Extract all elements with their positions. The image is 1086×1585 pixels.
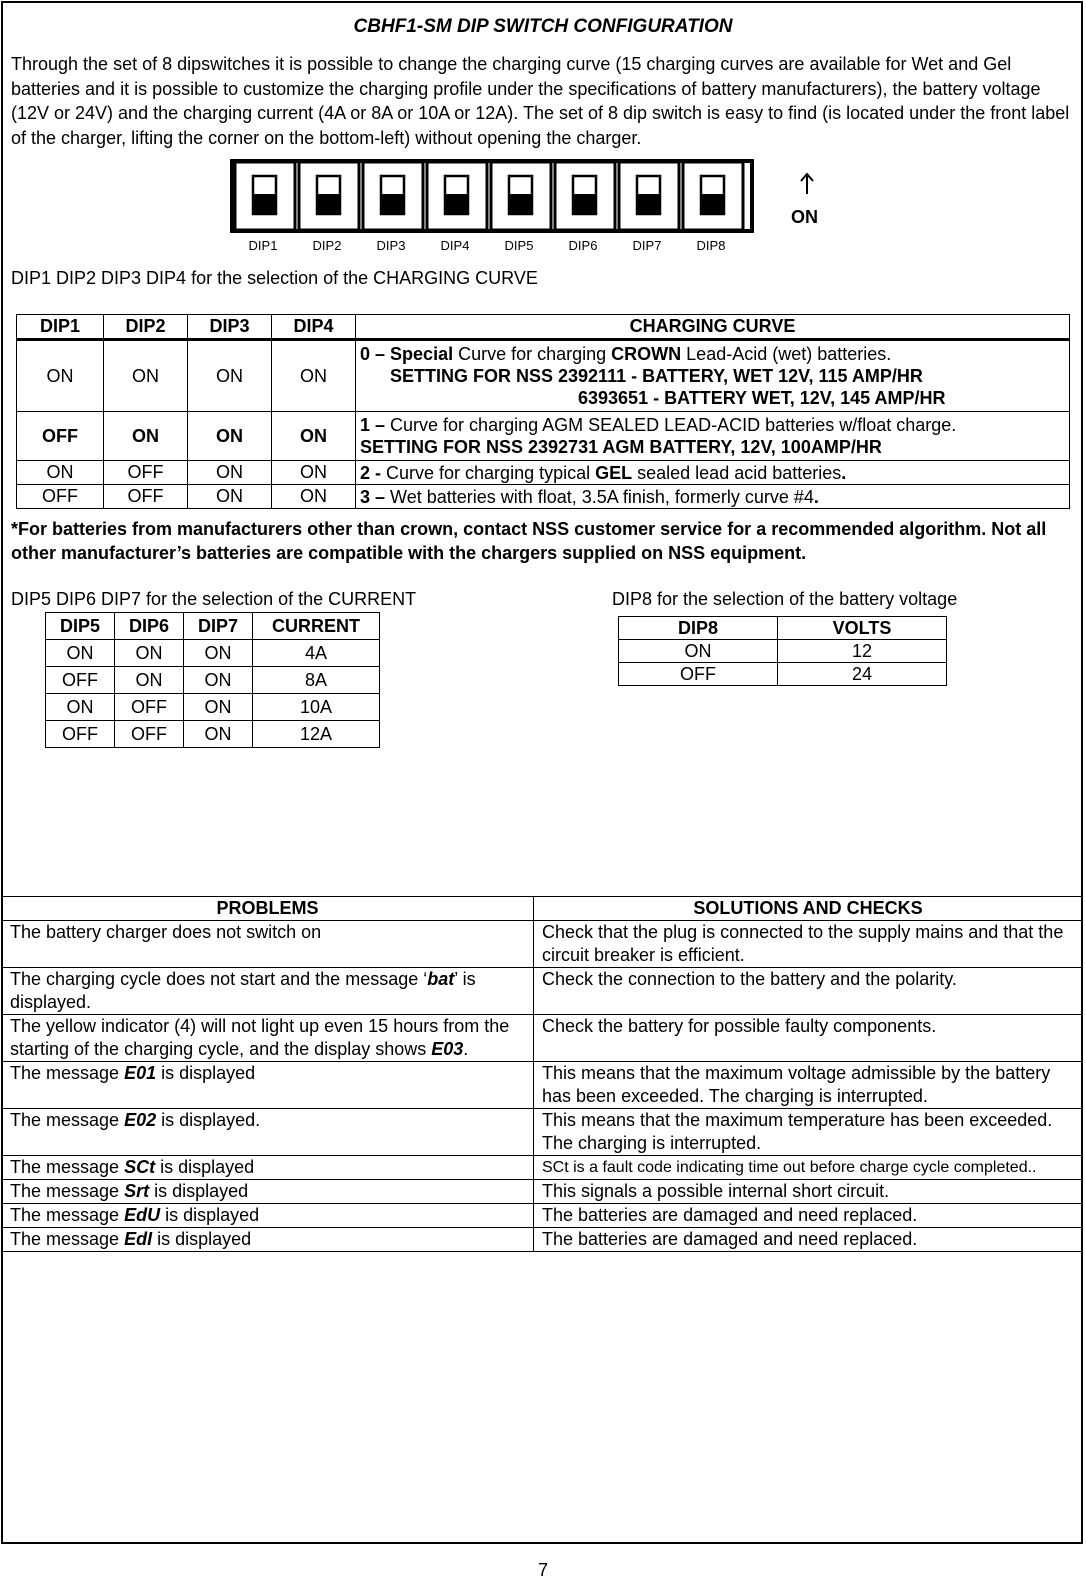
cell: ON [272, 461, 356, 485]
column-header: DIP7 [184, 613, 253, 640]
cell: ON [188, 340, 272, 412]
text: Curve for charging [453, 344, 612, 364]
cell: OFF [17, 485, 104, 509]
dip-switch-label: DIP2 [312, 238, 342, 253]
current-table [45, 612, 380, 748]
cell: OFF [17, 412, 104, 461]
problem-text: The message [10, 1063, 125, 1083]
cell: 4A [253, 640, 380, 667]
problem-text: The message [10, 1229, 125, 1249]
cell: ON [188, 485, 272, 509]
table-row [619, 663, 947, 686]
problem-text: is displayed [149, 1181, 249, 1201]
cell: 12A [253, 721, 380, 748]
cell: OFF [619, 663, 778, 686]
cell: ON [104, 412, 188, 461]
page-title: CBHF1-SM DIP SWITCH CONFIGURATION [353, 16, 733, 37]
dip-switch-knob [638, 194, 659, 213]
table-row [2, 1015, 1083, 1062]
column-header: CURRENT [253, 613, 380, 640]
header-problems: PROBLEMS [2, 897, 534, 921]
setting-line: 6393651 - BATTERY WET, 12V, 145 AMP/HR [578, 388, 946, 408]
table-row [46, 667, 380, 694]
problem-text: is displayed [152, 1229, 252, 1249]
voltage-selection-text: DIP8 for the selection of the battery voltage [612, 589, 958, 609]
dip-switch-label: DIP8 [696, 238, 726, 253]
text: . [813, 486, 819, 507]
problem-text: The message [10, 1110, 125, 1130]
problem-text: is displayed [160, 1205, 260, 1225]
problem-cell [2, 1228, 534, 1252]
problems-table [1, 896, 1083, 1252]
bold-text: GEL [595, 462, 633, 483]
problem-cell [2, 1015, 534, 1062]
text: Lead-Acid (wet) batteries. [681, 344, 892, 364]
curve-description [356, 461, 1070, 485]
problem-cell [2, 1109, 534, 1156]
table-row [2, 1156, 1083, 1180]
problem-text: The message [10, 1205, 125, 1225]
message-code: E03 [431, 1039, 464, 1059]
message-code: SCt [124, 1157, 156, 1177]
problem-text: . [463, 1039, 469, 1059]
message-code: EdU [124, 1205, 161, 1225]
manufacturer-note: *For batteries from manufacturers other than crown, contact NSS customer service for a recommended algorithm. Not all other manufacturer’s batteries are compatible with the chargers supplied on NSS equipment. [11, 519, 1047, 563]
curve-description [356, 485, 1070, 509]
problem-cell [2, 1204, 534, 1228]
header-charging-curve: CHARGING CURVE [356, 315, 1070, 340]
dip-switch-knob [446, 194, 467, 213]
solution-cell: This signals a possible internal short circuit. [534, 1180, 1083, 1204]
text: . [841, 462, 847, 483]
cell: 8A [253, 667, 380, 694]
bold-text: Special [390, 344, 454, 364]
solution-cell: The batteries are damaged and need replaced. [534, 1228, 1083, 1252]
setting-line: SETTING FOR NSS 2392111 - BATTERY, WET 12V, 115 AMP/HR [390, 366, 923, 386]
table-row [2, 1204, 1083, 1228]
table-row [17, 461, 1070, 485]
cell: 12 [778, 640, 947, 663]
cell: ON [46, 694, 115, 721]
cell: OFF [46, 667, 115, 694]
cell: ON [17, 340, 104, 412]
table-row [46, 694, 380, 721]
cell: ON [184, 694, 253, 721]
problem-text: The message [10, 1157, 125, 1177]
table-row [17, 340, 1070, 412]
dip-switch-knob [574, 194, 595, 213]
problem-text: The charging cycle does not start and the message ‘ [10, 969, 428, 989]
solution-cell: This means that the maximum temperature has been exceeded. The charging is interrupted. [534, 1109, 1083, 1156]
cell: ON [188, 412, 272, 461]
dip-switch-label: DIP5 [504, 238, 534, 253]
dip-switch-knob [702, 194, 723, 213]
message-code: E02 [124, 1110, 157, 1130]
cell: ON [115, 667, 184, 694]
table-row [2, 1109, 1083, 1156]
curve-selection-text: DIP1 DIP2 DIP3 DIP4 for the selection of the CHARGING CURVE [11, 268, 538, 288]
cell: ON [619, 640, 778, 663]
curve-description [356, 340, 1070, 412]
table-row [2, 921, 1083, 968]
message-code: EdI [124, 1229, 153, 1249]
setting-line: SETTING FOR NSS 2392731 AGM BATTERY, 12V, 100AMP/HR [360, 437, 882, 457]
header-dip4: DIP4 [272, 315, 356, 340]
solution-cell: Check that the plug is connected to the supply mains and that the circuit breaker is efficient. [534, 921, 1083, 968]
curve-number: 1 – [360, 415, 386, 435]
dip-switch-knob [254, 194, 275, 213]
bold-text: CROWN [611, 344, 682, 364]
message-code: Srt [124, 1181, 150, 1201]
table-row [46, 640, 380, 667]
problem-cell [2, 1180, 534, 1204]
problem-cell [2, 1062, 534, 1109]
cell: ON [115, 640, 184, 667]
table-row [2, 1228, 1083, 1252]
dip-switch-label: DIP4 [440, 238, 470, 253]
curve-number: 2 - [360, 462, 382, 483]
arrow-up-icon [799, 172, 815, 196]
table-row [46, 721, 380, 748]
problem-text: ’ is displayed. [10, 969, 476, 1012]
solution-cell: Check the connection to the battery and the polarity. [534, 968, 1083, 1015]
cell: OFF [104, 485, 188, 509]
table-row [2, 968, 1083, 1015]
cell: ON [184, 640, 253, 667]
cell: ON [188, 461, 272, 485]
cell: ON [184, 667, 253, 694]
solution-cell: The batteries are damaged and need replaced. [534, 1204, 1083, 1228]
current-selection-text: DIP5 DIP6 DIP7 for the selection of the CURRENT [11, 589, 417, 609]
solution-cell: This means that the maximum voltage admissible by the battery has been exceeded. The charging is interrupted. [534, 1062, 1083, 1109]
text: Curve for charging AGM SEALED LEAD-ACID batteries w/float charge. [385, 415, 957, 435]
message-code: E01 [124, 1063, 157, 1083]
column-header: DIP8 [619, 617, 778, 640]
dip-switch-knob [510, 194, 531, 213]
problem-cell [2, 1156, 534, 1180]
text: Curve for charging typical [381, 462, 596, 483]
cell: ON [184, 721, 253, 748]
page-number: 7 [537, 1560, 548, 1580]
table-row [2, 1180, 1083, 1204]
dip-switch-knob [318, 194, 339, 213]
message-code: bat [427, 969, 455, 989]
cell: OFF [46, 721, 115, 748]
curve-description [356, 412, 1070, 461]
table-row [17, 485, 1070, 509]
intro-paragraph: Through the set of 8 dipswitches it is possible to change the charging curve (15 charging curves are available for Wet and Gel batteries and it is possible to customize the charging profile under the specifications of battery manufacturers), the battery voltage (12V or 24V) and the charging current (4A or 8A or 10A or 12A). The set of 8 dip switch is easy to find (is located under the front label of the charger, lifting the corner on the bottom-left) without opening the charger. [11, 54, 1070, 148]
curve-number: 3 – [360, 486, 386, 507]
problem-text: The yellow indicator (4) will not light up even 15 hours from the starting of the charging cycle, and the display shows [10, 1016, 510, 1059]
cell: ON [104, 340, 188, 412]
dip-switch-label: DIP6 [568, 238, 598, 253]
problem-cell [2, 968, 534, 1015]
text: sealed lead acid batteries [632, 462, 842, 483]
header-dip2: DIP2 [104, 315, 188, 340]
problem-text: The battery charger does not switch on [10, 922, 322, 942]
header-dip3: DIP3 [188, 315, 272, 340]
cell: OFF [104, 461, 188, 485]
header-dip1: DIP1 [17, 315, 104, 340]
cell: ON [272, 485, 356, 509]
column-header: DIP5 [46, 613, 115, 640]
cell: ON [272, 412, 356, 461]
dip-switch-label: DIP3 [376, 238, 406, 253]
solution-cell: Check the battery for possible faulty components. [534, 1015, 1083, 1062]
text: Wet batteries with float, 3.5A finish, formerly curve #4 [385, 486, 814, 507]
column-header: VOLTS [778, 617, 947, 640]
column-header: DIP6 [115, 613, 184, 640]
problem-text: is displayed. [156, 1110, 261, 1130]
problem-text: is displayed [156, 1063, 256, 1083]
on-label: ON [791, 207, 818, 227]
cell: ON [46, 640, 115, 667]
problem-text: is displayed [155, 1157, 255, 1177]
solution-cell: SCt is a fault code indicating time out before charge cycle completed.. [534, 1156, 1083, 1180]
dip-switch-label: DIP7 [632, 238, 662, 253]
dip-switch-knob [382, 194, 403, 213]
dip-switch-icon [230, 158, 760, 258]
cell: ON [272, 340, 356, 412]
voltage-table [618, 616, 947, 686]
curve-number: 0 – [360, 344, 386, 364]
dip-switch-label: DIP1 [248, 238, 278, 253]
cell: ON [17, 461, 104, 485]
table-row [619, 640, 947, 663]
table-row [17, 412, 1070, 461]
problem-text: The message [10, 1181, 125, 1201]
charging-curve-table [16, 314, 1070, 509]
cell: 10A [253, 694, 380, 721]
problem-cell [2, 921, 534, 968]
cell: OFF [115, 721, 184, 748]
table-row [2, 1062, 1083, 1109]
cell: 24 [778, 663, 947, 686]
cell: OFF [115, 694, 184, 721]
header-solutions: SOLUTIONS AND CHECKS [534, 897, 1083, 921]
